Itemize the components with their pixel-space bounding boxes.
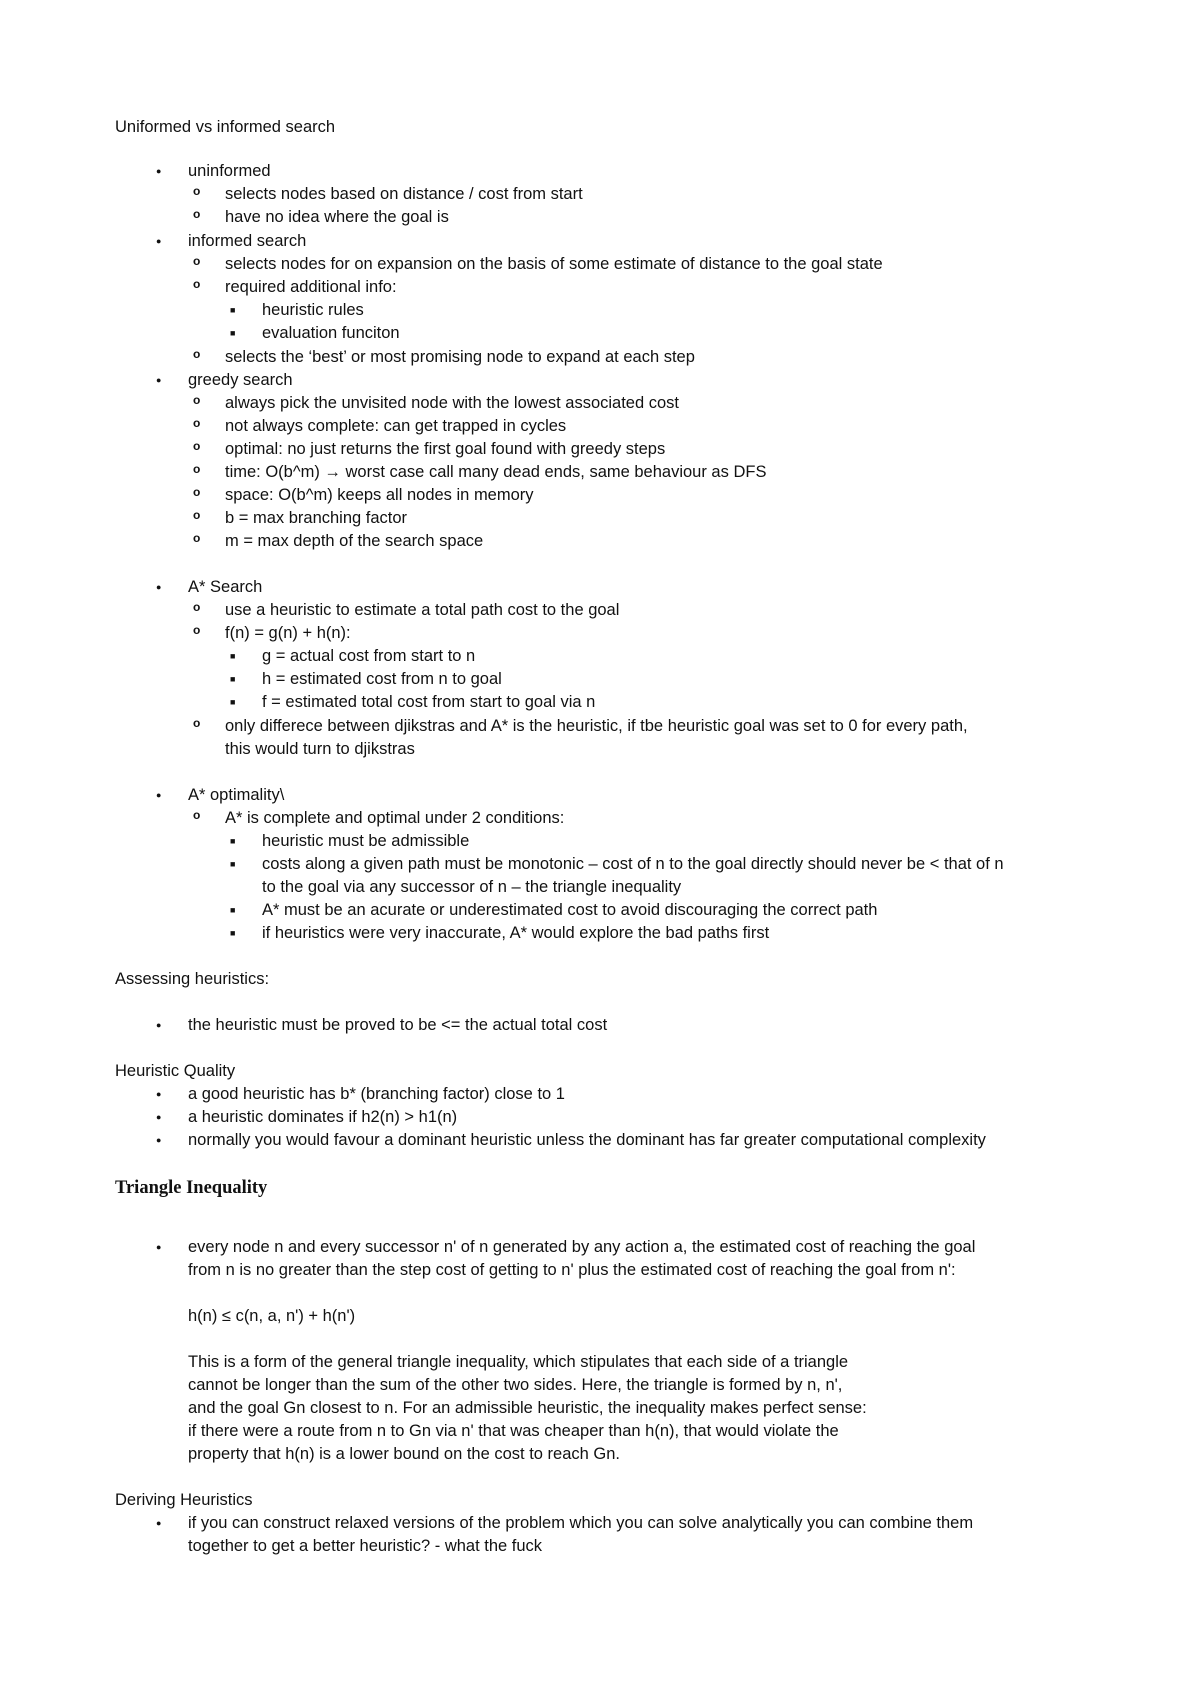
list-item: o selects nodes based on distance / cost from start: [225, 183, 583, 205]
list-item: ● every node n and every successor n' of n generated by any action a, the estimated cost of reaching the goal: [188, 1236, 975, 1258]
list-item: o selects the ‘best’ or most promising node to expand at each step: [225, 346, 695, 368]
list-item: o time: O(b^m) → worst case call many dead ends, same behaviour as DFS: [225, 461, 766, 483]
section-title-uninformed-vs-informed: Uniformed vs informed search: [115, 118, 336, 136]
bullet-uninformed: ● uninformed: [188, 160, 271, 182]
list-item: ● a good heuristic has b* (branching factor) close to 1: [188, 1083, 565, 1105]
list-item: ■ if heuristics were very inaccurate, A* would explore the bad paths first: [262, 922, 769, 944]
list-item: ■ g = actual cost from start to n: [262, 645, 475, 667]
section-heading-triangle-inequality: Triangle Inequality: [115, 1178, 268, 1198]
list-item: ■ costs along a given path must be monotonic – cost of n to the goal directly should never be < that of n: [262, 853, 1004, 875]
list-item: ● the heuristic must be proved to be <= the actual total cost: [188, 1014, 607, 1036]
list-item: o A* is complete and optimal under 2 conditions:: [225, 807, 564, 829]
list-item: ■ evaluation funciton: [262, 322, 400, 344]
list-item: ● a heuristic dominates if h2(n) > h1(n): [188, 1106, 457, 1128]
list-item: ■ f = estimated total cost from start to goal via n: [262, 691, 595, 713]
list-item: o m = max depth of the search space: [225, 530, 483, 552]
list-item: o only differece between djikstras and A* is the heuristic, if tbe heuristic goal was set to 0 for every path,: [225, 715, 968, 737]
list-item: o use a heuristic to estimate a total path cost to the goal: [225, 599, 619, 621]
bullet-informed-search: ● informed search: [188, 230, 306, 252]
list-item: ■ A* must be an acurate or underestimated cost to avoid discouraging the correct path: [262, 899, 877, 921]
list-item: ● normally you would favour a dominant heuristic unless the dominant has far greater computational complexity: [188, 1129, 986, 1151]
paragraph-line: and the goal Gn closest to n. For an admissible heuristic, the inequality makes perfect sense:: [188, 1399, 867, 1417]
list-item-continuation: together to get a better heuristic? - what the fuck: [188, 1537, 543, 1555]
list-item: o optimal: no just returns the first goal found with greedy steps: [225, 438, 665, 460]
list-item-continuation: this would turn to djikstras: [225, 740, 415, 758]
list-item: o selects nodes for on expansion on the basis of some estimate of distance to the goal state: [225, 253, 883, 275]
section-title-heuristic-quality: Heuristic Quality: [115, 1062, 236, 1080]
section-title-assessing-heuristics: Assessing heuristics:: [115, 970, 270, 988]
list-item: o have no idea where the goal is: [225, 206, 449, 228]
list-item: o b = max branching factor: [225, 507, 407, 529]
list-item: o f(n) = g(n) + h(n):: [225, 622, 351, 644]
list-item: ● if you can construct relaxed versions of the problem which you can solve analytically you can combine them: [188, 1512, 973, 1534]
paragraph-line: property that h(n) is a lower bound on the cost to reach Gn.: [188, 1445, 620, 1463]
section-title-deriving-heuristics: Deriving Heuristics: [115, 1491, 253, 1509]
formula: h(n) ≤ c(n, a, n') + h(n'): [188, 1307, 356, 1325]
bullet-astar-search: ● A* Search: [188, 576, 262, 598]
list-item-continuation: to the goal via any successor of n – the triangle inequality: [262, 878, 682, 896]
paragraph-line: This is a form of the general triangle inequality, which stipulates that each side of a triangle: [188, 1353, 849, 1371]
list-item: o space: O(b^m) keeps all nodes in memory: [225, 484, 534, 506]
list-item: ■ heuristic must be admissible: [262, 830, 469, 852]
bullet-astar-optimality: ● A* optimality\: [188, 784, 284, 806]
list-item: o not always complete: can get trapped in cycles: [225, 415, 566, 437]
bullet-greedy-search: ● greedy search: [188, 369, 293, 391]
list-item: o always pick the unvisited node with the lowest associated cost: [225, 392, 679, 414]
list-item: o required additional info:: [225, 276, 397, 298]
list-item-continuation: from n is no greater than the step cost of getting to n' plus the estimated cost of reaching the goal from n':: [188, 1261, 956, 1279]
list-item: ■ h = estimated cost from n to goal: [262, 668, 502, 690]
paragraph-line: cannot be longer than the sum of the other two sides. Here, the triangle is formed by n, n',: [188, 1376, 843, 1394]
paragraph-line: if there were a route from n to Gn via n' that was cheaper than h(n), that would violate the: [188, 1422, 839, 1440]
list-item: ■ heuristic rules: [262, 299, 364, 321]
